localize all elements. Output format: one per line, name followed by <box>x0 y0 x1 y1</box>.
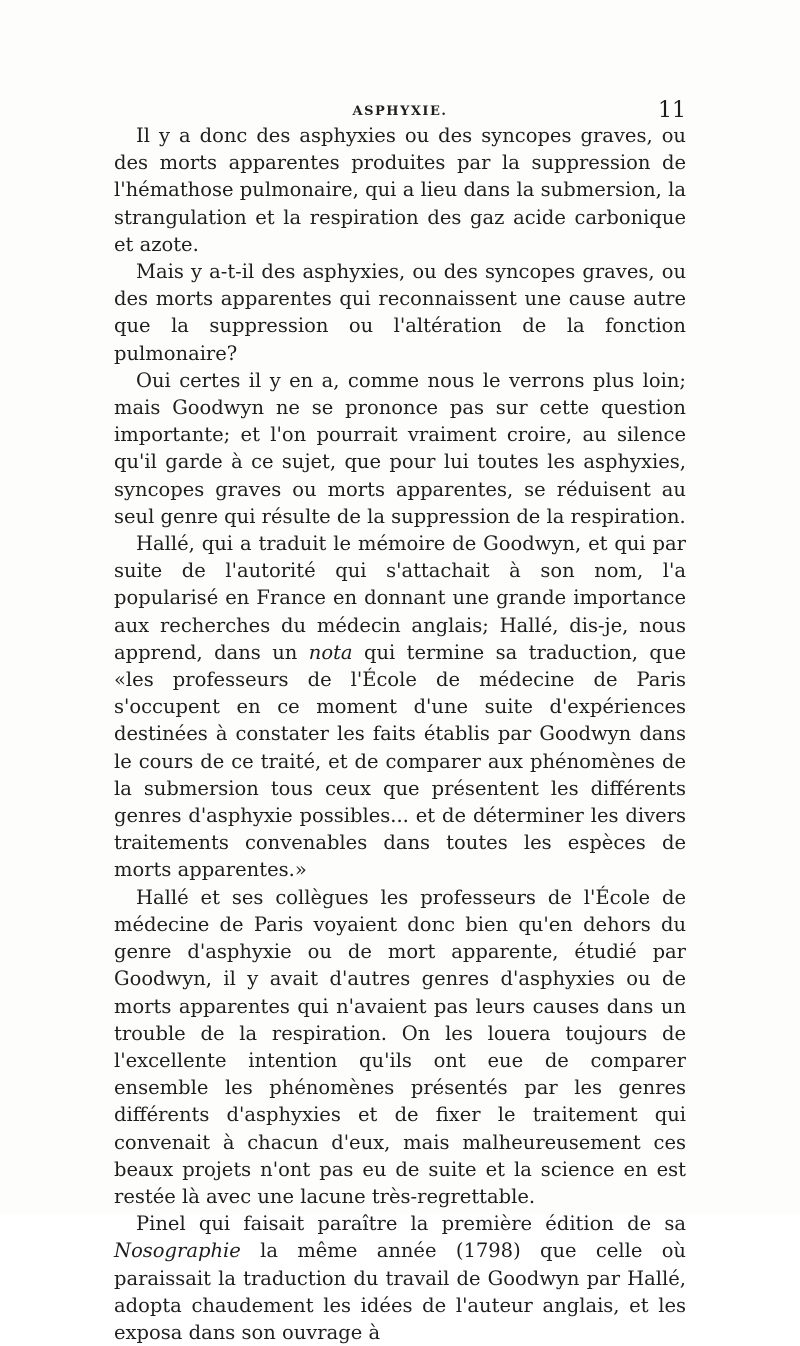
page-number: 11 <box>658 98 686 123</box>
paragraph: Oui certes il y en a, comme nous le verrons plus loin; mais Goodwyn ne se prononce pas sur cette question importante; et l'on pourrait vraiment croire, au silence qu'il garde à ce sujet, que pour lui toutes les asphyxies, syncopes graves ou morts apparentes, se réduisent au seul genre qui résulte de la suppression de la respiration. <box>114 368 686 528</box>
paragraph: Hallé et ses collègues les professeurs de l'École de médecine de Paris voyaient donc bien qu'en dehors du genre d'asphyxie ou de mort apparente, étudié par Goodwyn, il y avait d'autres genres d'asphyxies ou de morts apparentes qui n'avaient pas leurs causes dans un trouble de la respiration. On les louera toujours de l'excellente intention qu'ils ont eue de comparer ensemble les phénomènes présentés par les genres différents d'asphyxies et de fixer le traitement qui convenait à chacun d'eux, mais malheureusement ces beaux projets n'ont pas eu de suite et la science en est restée là avec une lacune très-regrettable. <box>114 885 686 1208</box>
italic-term: nota <box>308 640 353 664</box>
paragraph <box>114 1210 686 1346</box>
running-title: ASPHYXIE. <box>352 104 448 119</box>
text-run: la même année (1798) que celle où paraissait la traduction du travail de Goodwyn par Hallé, adopta chaudement les idées de l'auteur anglais, et les exposa dans son ouvrage à <box>114 1239 686 1344</box>
text-run: Hallé, qui a traduit le mémoire de Goodwyn, et qui par suite de l'autorité qui s'attachait à son nom, l'a popularisé en France en donnant une grande importance aux recherches du médecin anglais; Hallé, dis-je, nous apprend, dans un <box>114 532 686 664</box>
paragraph: Il y a donc des asphyxies ou des syncopes graves, ou des morts apparentes produites par la suppression de l'hémathose pulmonaire, qui a lieu dans la submersion, la strangulation et la respiration des gaz acide carbonique et azote. <box>114 124 686 256</box>
body-text <box>114 122 686 1346</box>
paragraph: Mais y a-t-il des asphyxies, ou des syncopes graves, ou des morts apparentes qui reconnaissent une cause autre que la suppression ou l'altération de la fonction pulmonaire? <box>114 260 686 365</box>
running-head <box>114 100 686 124</box>
text-run: Pinel qui faisait paraître la première édition de sa <box>136 1212 686 1236</box>
text-run: qui termine sa traduction, que «les professeurs de l'École de médecine de Paris s'occupent en ce moment d'une suite d'expériences destinées à constater les faits établis par Goodwyn dans le cours de ce traité, et de comparer aux phénomènes de la submersion tous ceux que présentent les différents genres d'asphyxie possibles... et de déterminer les divers traitements convenables dans toutes les espèces de morts apparentes.» <box>114 640 686 882</box>
paragraph <box>114 530 686 884</box>
italic-book-title: Nosographie <box>114 1239 241 1263</box>
